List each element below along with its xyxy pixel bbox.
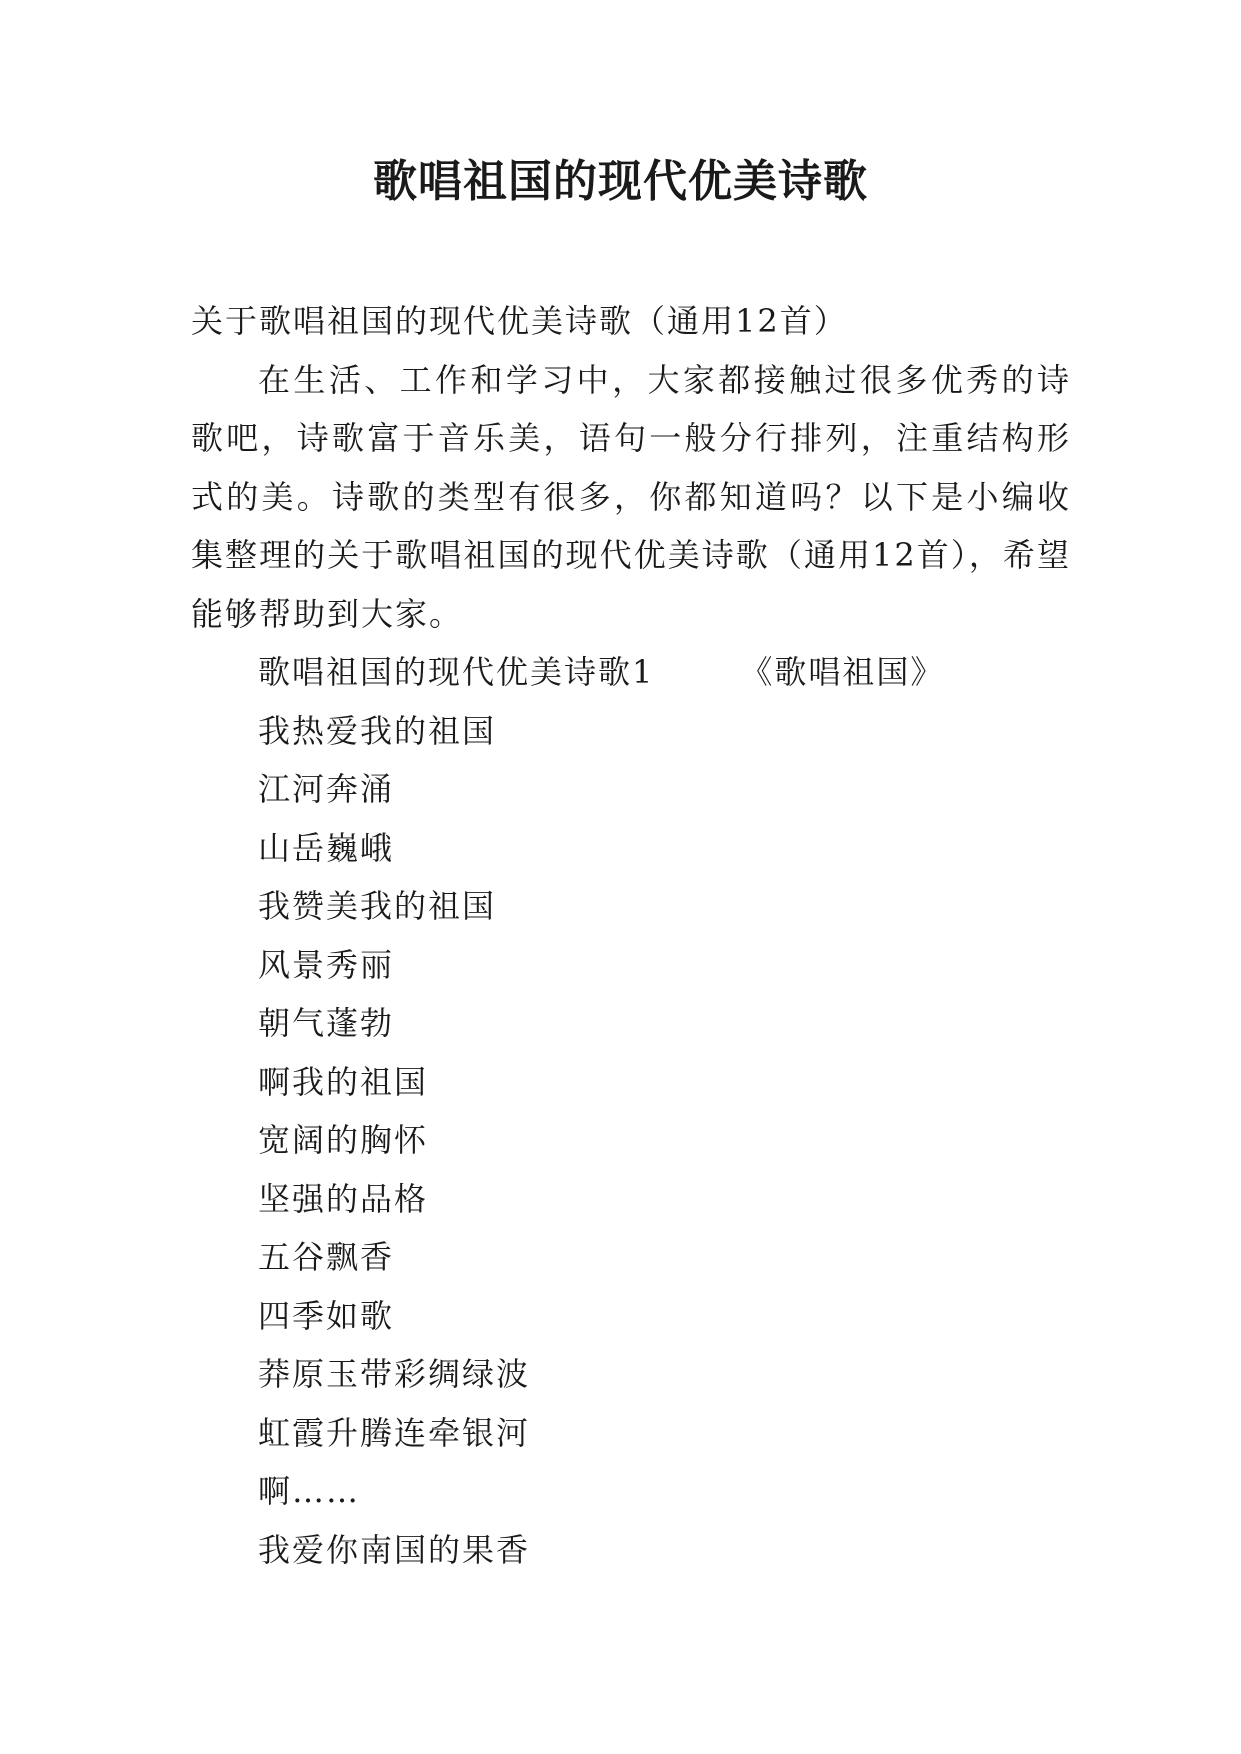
document-body bbox=[191, 292, 1071, 1579]
poem-line: 虹霞升腾连牵银河 bbox=[258, 1413, 531, 1452]
poem-line: 风景秀丽 bbox=[258, 945, 395, 984]
page-title: 歌唱祖国的现代优美诗歌 bbox=[373, 156, 868, 207]
poem-line: 坚强的品格 bbox=[258, 1179, 429, 1218]
poem-title: 《歌唱祖国》 bbox=[740, 653, 945, 691]
poem-heading-line bbox=[191, 643, 1071, 702]
poem-line: 莽原玉带彩绸绿波 bbox=[258, 1355, 531, 1393]
poem-line: 朝气蓬勃 bbox=[258, 1004, 395, 1042]
poem-line: 我热爱我的祖国 bbox=[258, 711, 497, 750]
poem-line: 五谷飘香 bbox=[258, 1238, 395, 1276]
subtitle: 关于歌唱祖国的现代优美诗歌（通用12首） bbox=[191, 302, 848, 340]
poem-line: 我爱你南国的果香 bbox=[258, 1530, 531, 1569]
poem-line: 啊…… bbox=[258, 1472, 361, 1510]
poem-line: 我赞美我的祖国 bbox=[258, 887, 497, 925]
intro-paragraph: 在生活、工作和学习中，大家都接触过很多优秀的诗歌吧，诗歌富于音乐美，语句一般分行排列，注重结构形式的美。诗歌的类型有很多，你都知道吗？以下是小编收集整理的关于歌唱祖国的现代优美诗歌（通用12首），希望能够帮助到大家。 bbox=[191, 360, 1071, 633]
poem-line: 宽阔的胸怀 bbox=[258, 1121, 429, 1159]
poem-line: 山岳巍峨 bbox=[258, 828, 395, 867]
poem-heading: 歌唱祖国的现代优美诗歌1 bbox=[258, 653, 655, 691]
poem-line: 江河奔涌 bbox=[258, 770, 395, 808]
poem-line: 四季如歌 bbox=[258, 1296, 395, 1335]
poem-line: 啊我的祖国 bbox=[258, 1062, 429, 1101]
